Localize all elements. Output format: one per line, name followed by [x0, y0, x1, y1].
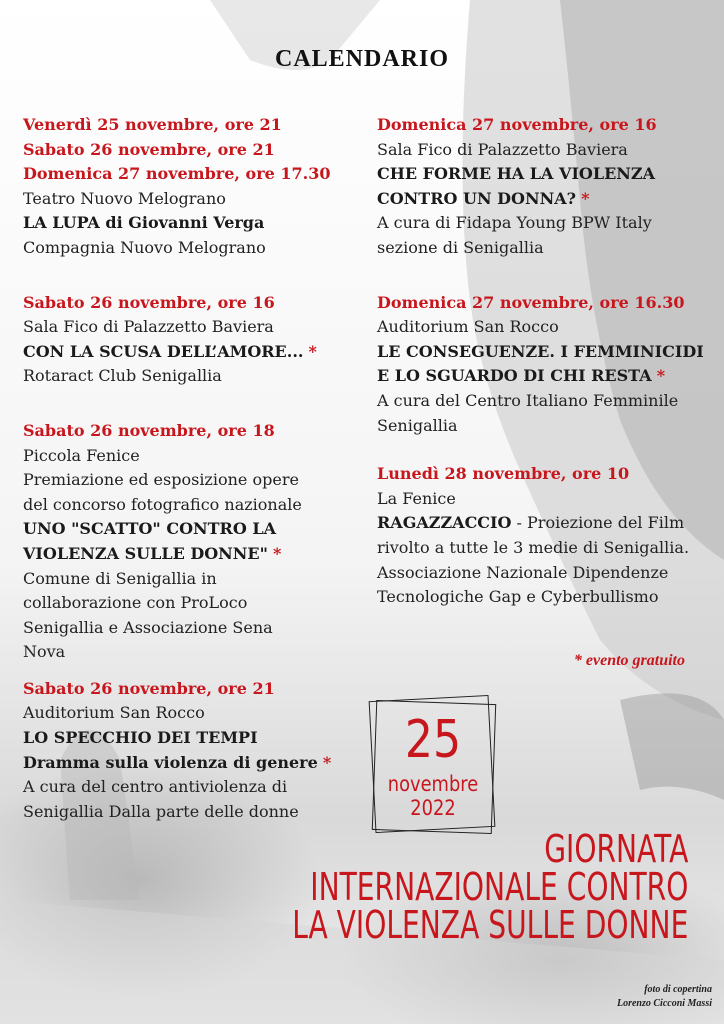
event-place: Piccola Fenice [23, 445, 140, 465]
free-event-marker: * [656, 366, 666, 386]
event-description: Premiazione ed esposizione opere [23, 470, 299, 490]
event-date: Sabato 26 novembre, ore 21 [23, 139, 275, 159]
free-event-marker: * [308, 341, 317, 361]
event-organizer: Senigallia Dalla parte delle donne [23, 801, 299, 821]
event-organizer: Associazione Nazionale Dipendenze [377, 562, 669, 582]
event-date: Domenica 27 novembre, ore 16.30 [377, 292, 685, 312]
event-organizer: Nova [23, 642, 66, 662]
event-subtitle: Dramma sulla violenza di genere [23, 752, 318, 772]
headline-line: INTERNAZIONALE CONTRO [309, 865, 688, 909]
event-title: CHE FORME HA LA VIOLENZA [377, 164, 656, 184]
event-organizer: Tecnologiche Gap e Cyberbullismo [377, 587, 659, 607]
page-title: CALENDARIO [274, 46, 449, 72]
free-event-note: * evento gratuito [573, 652, 685, 669]
event-place: La Fenice [377, 488, 456, 508]
event-date: Venerdì 25 novembre, ore 21 [23, 115, 282, 134]
event-title: LE CONSEGUENZE. I FEMMINICIDI [377, 341, 704, 361]
event-title: RAGAZZACCIO [377, 513, 512, 533]
event-date: Domenica 27 novembre, ore 16 [377, 115, 657, 134]
event-place: Sala Fico di Palazzetto Baviera [23, 317, 274, 337]
event-organizer: sezione di Senigallia [377, 237, 544, 257]
event-organizer: Compagnia Nuovo Melograno [23, 237, 266, 257]
event-date: Sabato 26 novembre, ore 21 [23, 678, 275, 698]
event-title: CON LA SCUSA DELL’AMORE... [23, 341, 304, 361]
event-title: CONTRO UN DONNA? [377, 188, 577, 208]
event-place: Auditorium San Rocco [23, 703, 205, 723]
date-year: 2022 [410, 796, 456, 820]
left-column [23, 113, 343, 824]
photo-credit-label: foto di copertina [644, 984, 712, 995]
event-date: Domenica 27 novembre, ore 17.30 [23, 164, 331, 184]
event-title: LO SPECCHIO DEI TEMPI [23, 728, 258, 748]
event-organizer: A cura del Centro Italiano Femminile [377, 390, 679, 410]
event-organizer: Senigallia e Associazione Sena [23, 617, 273, 637]
headline-line: LA VIOLENZA SULLE DONNE [291, 903, 688, 947]
event-description: rivolto a tutte le 3 medie di Senigallia. [377, 537, 690, 557]
event-ragazzaccio [377, 462, 717, 610]
event-organizer: collaborazione con ProLoco [23, 593, 248, 613]
event-place: Sala Fico di Palazzetto Baviera [377, 139, 628, 159]
event-organizer: Rotaract Club Senigallia [23, 366, 222, 386]
event-date: Sabato 26 novembre, ore 16 [23, 292, 275, 312]
event-uno-scatto [23, 419, 343, 665]
date-box [368, 690, 498, 840]
headline [291, 827, 688, 947]
photo-credit-author: Lorenzo Cicconi Massi [616, 998, 712, 1009]
headline-line: GIORNATA [543, 827, 688, 871]
event-la-lupa [23, 113, 343, 261]
date-day: 25 [404, 710, 462, 770]
free-event-marker: * [273, 543, 282, 563]
event-con-la-scusa [23, 291, 343, 389]
event-title: VIOLENZA SULLE DONNE" [23, 543, 268, 563]
event-date: Lunedì 28 novembre, ore 10 [377, 464, 630, 484]
event-description: del concorso fotografico nazionale [23, 494, 302, 514]
event-lo-specchio [23, 677, 343, 825]
photo-credit [617, 983, 712, 1011]
event-description: - Proiezione del Film [511, 513, 685, 533]
event-organizer: A cura di Fidapa Young BPW Italy [377, 213, 652, 233]
event-che-forme [377, 113, 717, 261]
date-month: novembre [387, 772, 479, 796]
event-title: UNO "SCATTO" CONTRO LA [23, 519, 277, 539]
event-place: Teatro Nuovo Melograno [23, 188, 226, 208]
event-place: Auditorium San Rocco [377, 317, 559, 337]
free-event-marker: * [322, 752, 332, 772]
right-column [377, 113, 717, 610]
event-organizer: A cura del centro antiviolenza di [23, 777, 288, 797]
free-event-marker: * [581, 188, 590, 208]
event-title: E LO SGUARDO DI CHI RESTA [377, 366, 652, 386]
event-organizer: Senigallia [377, 415, 458, 435]
event-organizer: Comune di Senigallia in [23, 568, 217, 588]
event-date: Sabato 26 novembre, ore 18 [23, 420, 275, 440]
event-le-conseguenze [377, 291, 717, 439]
event-title: LA LUPA di Giovanni Verga [23, 213, 265, 233]
